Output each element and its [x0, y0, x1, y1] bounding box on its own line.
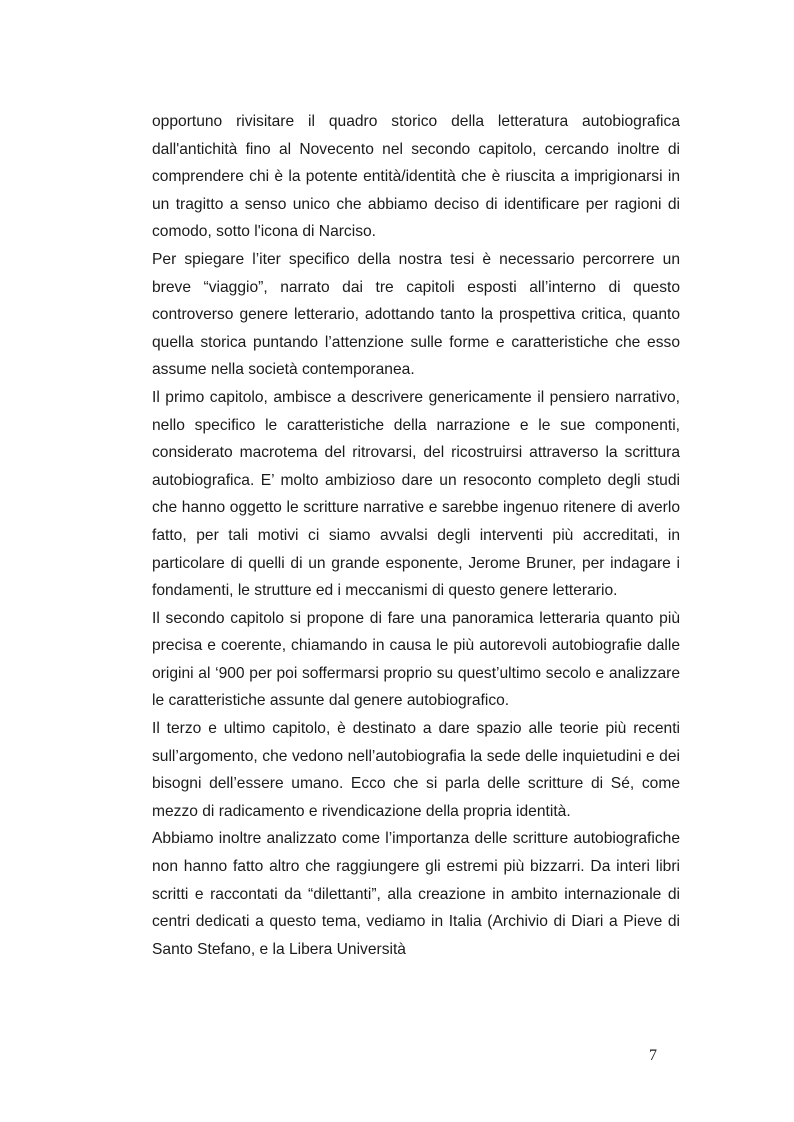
paragraph-third-chapter: Il terzo e ultimo capitolo, è destinato a dare spazio alle teorie più recenti sull’argomento, che vedono nell’autobiografia la sede delle inquietudini e dei bisogni dell’essere umano. Ecco che si parla delle scritture di Sé, come mezzo di radicamento e rivendicazione della propria identità. — [152, 720, 680, 820]
paragraph-second-chapter: Il secondo capitolo si propone di fare una panoramica letteraria quanto più precisa e coerente, chiamando in causa le più autorevoli autobiografie dalle origini al ‘900 per poi soffermarsi proprio su quest’ultimo secolo e analizzare le caratteristiche assunte dal genere autobiografico. — [152, 609, 680, 710]
page-number: 7 — [649, 1047, 657, 1064]
paragraph-analysis: Abbiamo inoltre analizzato come l’importanza delle scritture autobiografiche non hanno fatto altro che raggiungere gli estremi più bizzarri. Da interi libri scritti e raccontati da “dilettanti”, alla creazione in ambito internazionale di centri dedicati a questo tema, vediamo in Italia (Archivio di Diari a Pieve di Santo Stefano, e la Libera Università — [152, 830, 680, 958]
paragraph-historical-overview: opportuno rivisitare il quadro storico della letteratura autobiografica dall'antichità fino al Novecento nel secondo capitolo, cercando inoltre di comprendere chi è la potente entità/identità che è riuscita a imprigionarsi in un tragitto a senso unico che abbiamo deciso di identificare per ragioni di comodo, sotto l'icona di Narciso. — [152, 113, 680, 241]
paragraph-first-chapter: Il primo capitolo, ambisce a descrivere genericamente il pensiero narrativo, nello specifico le caratteristiche della narrazione e le sue componenti, considerato macrotema del ritrovarsi, del ricostruirsi attraverso la scrittura autobiografica. E’ molto ambizioso dare un resoconto completo degli studi che hanno oggetto le scritture narrative e sarebbe ingenuo ritenere di averlo fatto, per tali motivi ci siamo avvalsi degli interventi più accreditati, in particolare di quelli di un grande esponente, Jerome Bruner, per indagare i fondamenti, le strutture ed i meccanismi di questo genere letterario. — [152, 388, 680, 600]
paragraph-thesis-path: Per spiegare l’iter specifico della nostra tesi è necessario percorrere un breve “viaggio”, narrato dai tre capitoli esposti all’interno di questo controverso genere letterario, adottando tanto la prospettiva critica, quanto quella storica puntando l’attenzione sulle forme e caratteristiche che esso assume nella società contemporanea. — [152, 250, 680, 379]
body-text — [152, 108, 680, 963]
